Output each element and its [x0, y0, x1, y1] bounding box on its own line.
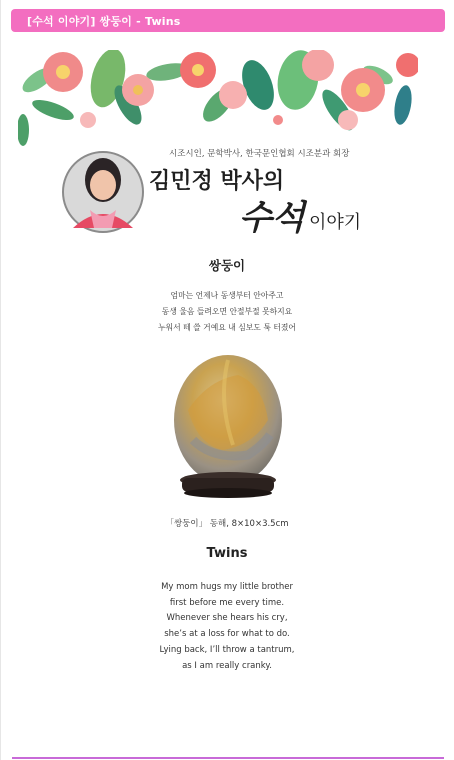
author-credentials: 시조시인, 문학박사, 한국문인협회 시조분과 회장 [169, 149, 350, 159]
stone-caption: 「쌍둥이」 동해, 8×10×3.5cm [165, 519, 289, 529]
english-poem [0, 580, 454, 674]
author-name: 김민정 박사의 [149, 169, 285, 194]
poem-line: Lying back, I’ll throw a tantrum, [159, 644, 295, 655]
poem-line: Whenever she hears his cry, [166, 613, 288, 624]
poem-line: My mom hugs my little brother [161, 582, 293, 592]
korean-poem [0, 288, 454, 336]
author-portrait [63, 152, 143, 232]
poem-line: she’s at a loss for what to do. [164, 629, 290, 640]
column-title-suffix: 이야기 [309, 212, 362, 233]
post-title-bar [11, 9, 445, 32]
poem-line: 동생 울음 들려오면 안절부절 못하지요 [161, 307, 293, 316]
post-title[interactable]: [수석 이야기] 쌍둥이 - Twins [27, 14, 181, 28]
column-banner-image [18, 50, 418, 240]
footer-divider [12, 757, 444, 759]
poem-line: 엄마는 언제나 동생부터 안아주고 [170, 291, 284, 300]
english-poem-title: Twins [206, 546, 248, 561]
poem-line: 누워서 떼 쓸 거예요 내 심보도 툭 터졌어 [158, 323, 296, 332]
suseok-stone-image [168, 350, 288, 500]
poem-line: first before me every time. [169, 597, 285, 608]
poem-line: as I am really cranky. [182, 660, 272, 671]
column-title-main: 수석 [239, 198, 305, 238]
korean-poem-title: 쌍둥이 [208, 258, 246, 273]
